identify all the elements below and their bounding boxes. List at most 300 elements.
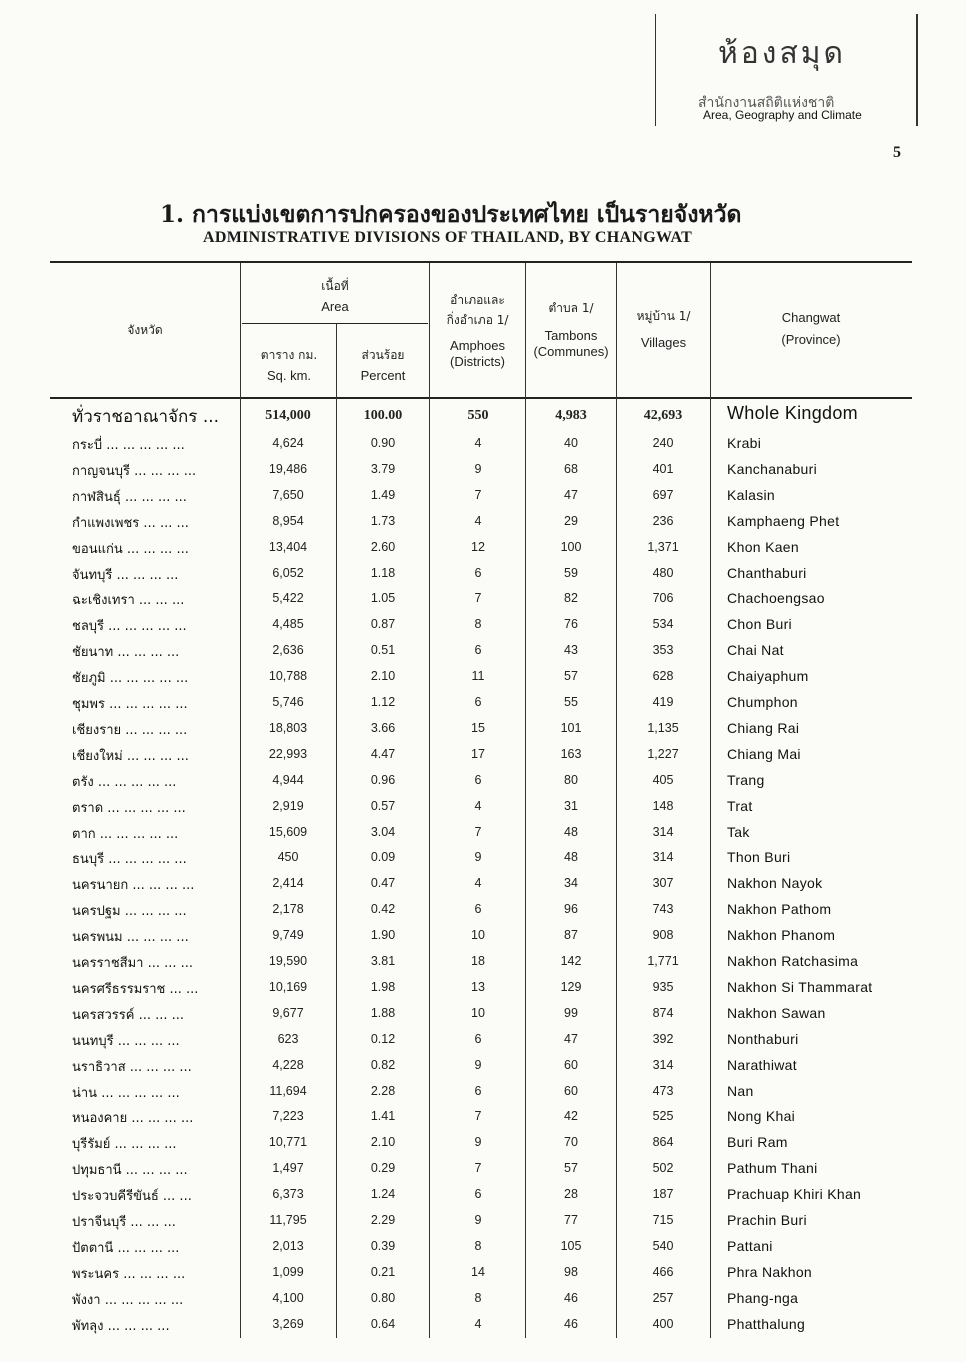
villages-count: 392: [652, 1031, 674, 1046]
changwat-thai: หนองคาย ... ... ... ...: [72, 1111, 194, 1127]
tambons-count: 57: [564, 669, 578, 684]
area-percent: 0.21: [370, 1264, 396, 1279]
area-sqkm: 1,497: [272, 1161, 304, 1176]
area-sqkm: 18,803: [268, 720, 308, 735]
changwat-english: Pattani: [727, 1237, 773, 1254]
area-sqkm: 4,624: [272, 436, 304, 450]
area-sqkm: 7,650: [272, 487, 304, 502]
area-sqkm: 5,422: [272, 591, 304, 606]
header-area-english: Area: [321, 299, 349, 314]
table-row: [0, 535, 966, 561]
villages-count: 401: [652, 461, 674, 476]
area-percent: 0.57: [370, 798, 396, 813]
changwat-english: Kanchanaburi: [727, 460, 817, 477]
total-label-thai: ทั่วราชอาณาจักร ...: [72, 407, 220, 427]
changwat-thai: เชียงราย ... ... ... ...: [72, 722, 188, 738]
area-sqkm: 13,404: [268, 539, 308, 554]
tambons-count: 29: [564, 513, 578, 528]
area-sqkm: 6,052: [272, 565, 304, 580]
amphoes-count: 6: [474, 1031, 482, 1046]
villages-count: 864: [652, 1135, 674, 1150]
area-percent: 3.81: [370, 954, 396, 968]
changwat-thai: ชุมพร ... ... ... ... ...: [72, 697, 188, 712]
villages-count: 314: [652, 1057, 674, 1072]
area-percent: 2.60: [370, 539, 396, 554]
tambons-count: 99: [564, 1005, 578, 1020]
amphoes-count: 18: [471, 954, 485, 968]
table-row: [0, 1234, 966, 1260]
area-sqkm: 4,944: [272, 772, 304, 787]
area-percent: 0.90: [370, 436, 396, 450]
header-sqkm-english: Sq. km.: [266, 368, 312, 383]
villages-count: 715: [652, 1213, 674, 1227]
villages-count: 525: [652, 1109, 674, 1124]
area-sqkm: 623: [277, 1031, 299, 1046]
table-title-thai: 1. การแบ่งเขตการปกครองของประเทศไทย เป็นรายจังหวัด: [160, 201, 742, 228]
total-area: 514,000: [265, 408, 311, 423]
villages-count: 628: [652, 669, 674, 684]
area-sqkm: 19,590: [268, 954, 308, 968]
changwat-thai: กำแพงเพชร ... ... ...: [72, 515, 189, 531]
area-percent: 0.96: [370, 772, 396, 787]
area-sqkm: 22,993: [268, 746, 308, 761]
villages-count: 480: [652, 565, 674, 580]
changwat-english: Kamphaeng Phet: [727, 512, 840, 529]
area-sqkm: 450: [277, 850, 299, 865]
area-sqkm: 10,169: [268, 979, 308, 994]
area-percent: 3.04: [370, 824, 396, 839]
amphoes-count: 4: [474, 436, 482, 450]
area-percent: 0.51: [370, 643, 396, 658]
total-villages: 42,693: [643, 408, 683, 423]
changwat-english: Chiang Rai: [727, 719, 800, 736]
area-percent: 1.18: [370, 565, 396, 580]
villages-count: 743: [652, 902, 674, 917]
changwat-english: Chaiyaphum: [727, 668, 809, 685]
table-row: [0, 586, 966, 612]
header-province-english-2: (Province): [781, 332, 841, 347]
table-row: [0, 612, 966, 638]
changwat-thai: ปราจีนบุรี ... ... ...: [72, 1215, 176, 1230]
table-row: [0, 716, 966, 742]
amphoes-count: 7: [474, 1161, 482, 1176]
area-sqkm: 2,013: [272, 1238, 304, 1253]
tambons-count: 70: [564, 1135, 578, 1150]
area-percent: 1.24: [370, 1187, 396, 1202]
changwat-thai: น่าน ... ... ... ... ...: [72, 1085, 180, 1101]
amphoes-count: 6: [474, 643, 482, 658]
table-row: [0, 768, 966, 794]
table-row: [0, 1312, 966, 1338]
changwat-thai: ปัตตานี ... ... ... ...: [72, 1240, 180, 1256]
villages-count: 540: [652, 1238, 674, 1253]
area-percent: 1.90: [370, 928, 396, 943]
area-sqkm: 2,178: [272, 902, 304, 917]
area-percent: 1.41: [370, 1109, 396, 1124]
changwat-english: Chai Nat: [727, 642, 784, 659]
changwat-thai: ปทุมธานี ... ... ... ...: [72, 1163, 188, 1179]
changwat-thai: ฉะเชิงเทรา ... ... ...: [72, 593, 185, 609]
amphoes-count: 9: [474, 1135, 482, 1150]
area-sqkm: 4,228: [272, 1057, 304, 1072]
tambons-count: 48: [564, 824, 578, 839]
villages-count: 908: [652, 928, 674, 943]
section-heading: Area, Geography and Climate: [703, 108, 862, 122]
changwat-thai: จันทบุรี ... ... ... ...: [72, 567, 179, 583]
changwat-english: Nakhon Ratchasima: [727, 953, 859, 969]
amphoes-count: 6: [474, 1187, 482, 1202]
changwat-english: Nong Khai: [727, 1108, 796, 1125]
changwat-english: Tak: [727, 823, 750, 840]
changwat-thai: นครพนม ... ... ... ...: [72, 930, 189, 946]
villages-count: 1,227: [647, 746, 679, 761]
changwat-thai: ชัยนาท ... ... ... ...: [72, 645, 180, 661]
tambons-count: 60: [564, 1057, 578, 1072]
area-subheader-rule: [242, 323, 428, 324]
changwat-thai: ธนบุรี ... ... ... ... ...: [72, 852, 187, 868]
area-sqkm: 19,486: [268, 461, 308, 476]
changwat-thai: ตรัง ... ... ... ... ...: [72, 774, 177, 790]
amphoes-count: 7: [474, 591, 482, 606]
tambons-count: 31: [564, 798, 578, 813]
area-percent: 1.05: [370, 591, 396, 606]
amphoes-count: 8: [474, 1238, 482, 1253]
changwat-english: Buri Ram: [727, 1134, 788, 1151]
area-percent: 0.39: [370, 1238, 396, 1253]
amphoes-count: 4: [474, 876, 482, 891]
tambons-count: 59: [564, 565, 578, 580]
area-percent: 1.12: [370, 695, 396, 709]
changwat-thai: ประจวบคีรีขันธ์ ... ...: [72, 1189, 192, 1205]
villages-count: 706: [652, 591, 674, 606]
changwat-thai: ขอนแก่น ... ... ... ...: [72, 541, 189, 557]
table-row: [0, 897, 966, 923]
changwat-english: Krabi: [727, 435, 762, 451]
area-sqkm: 5,746: [272, 695, 304, 709]
amphoes-count: 11: [471, 669, 485, 684]
table-row: [0, 923, 966, 949]
tambons-count: 43: [564, 643, 578, 658]
table-row: [0, 1130, 966, 1156]
changwat-thai: นครนายก ... ... ... ...: [72, 878, 195, 894]
header-tambon-english-2: (Communes): [533, 344, 609, 359]
tambons-count: 100: [560, 539, 582, 554]
area-sqkm: 11,795: [269, 1213, 307, 1227]
tambons-count: 142: [560, 954, 582, 968]
table-row: [0, 949, 966, 975]
table-row: [0, 871, 966, 897]
tambons-count: 47: [564, 487, 578, 502]
changwat-thai: ชลบุรี ... ... ... ... ...: [72, 619, 187, 635]
changwat-thai: นครสวรรค์ ... ... ...: [72, 1007, 185, 1023]
amphoes-count: 4: [474, 1316, 482, 1331]
changwat-thai: นครราชสีมา ... ... ...: [72, 956, 194, 971]
tambons-count: 60: [564, 1083, 578, 1098]
villages-count: 466: [652, 1264, 674, 1279]
amphoes-count: 6: [474, 565, 482, 580]
table-row: [0, 1079, 966, 1105]
tambons-count: 87: [564, 928, 578, 943]
stamp-title: ห้องสมุด: [718, 36, 847, 71]
changwat-thai: นครศรีธรรมราช ... ...: [72, 981, 199, 997]
changwat-english: Nakhon Si Thammarat: [727, 978, 873, 995]
tambons-count: 34: [564, 876, 578, 891]
changwat-thai: กระบี่ ... ... ... ... ...: [72, 438, 185, 453]
table-row: [0, 1260, 966, 1286]
header-village-thai: หมู่บ้าน 1/: [636, 309, 691, 323]
page-number: 5: [893, 144, 901, 161]
villages-count: 400: [652, 1316, 674, 1331]
changwat-english: Nan: [727, 1082, 754, 1099]
header-tambon-english-1: Tambons: [544, 328, 598, 343]
table-row: [0, 1053, 966, 1079]
changwat-thai: พระนคร ... ... ... ...: [72, 1266, 186, 1282]
amphoes-count: 7: [474, 1109, 482, 1124]
table-row: [0, 1182, 966, 1208]
area-percent: 0.64: [370, 1316, 396, 1331]
changwat-english: Phatthalung: [727, 1315, 806, 1332]
total-label-english: Whole Kingdom: [727, 403, 858, 423]
area-percent: 2.10: [370, 669, 396, 684]
tambons-count: 57: [564, 1161, 578, 1176]
changwat-thai: กาฬสินธุ์ ... ... ... ...: [72, 489, 187, 505]
changwat-english: Thon Buri: [727, 849, 791, 866]
amphoes-count: 9: [474, 850, 482, 865]
area-percent: 1.98: [370, 979, 396, 994]
changwat-english: Chanthaburi: [727, 564, 807, 581]
villages-count: 1,371: [647, 539, 679, 554]
changwat-english: Phra Nakhon: [727, 1263, 813, 1280]
amphoes-count: 8: [474, 617, 482, 632]
tambons-count: 77: [564, 1213, 578, 1227]
tambons-count: 46: [564, 1316, 578, 1331]
amphoes-count: 9: [474, 461, 482, 476]
area-percent: 0.82: [370, 1057, 396, 1072]
area-percent: 4.47: [370, 746, 396, 761]
area-percent: 0.87: [370, 617, 396, 632]
header-changwat-thai: จังหวัด: [127, 323, 163, 337]
amphoes-count: 6: [474, 772, 482, 787]
changwat-english: Narathiwat: [727, 1056, 797, 1073]
area-sqkm: 8,954: [272, 513, 304, 528]
amphoes-count: 15: [471, 720, 485, 735]
table-row: [0, 794, 966, 820]
header-bottom-rule: [50, 397, 912, 399]
area-sqkm: 2,636: [272, 643, 304, 658]
changwat-english: Chon Buri: [727, 616, 792, 633]
tambons-count: 48: [564, 850, 578, 865]
tambons-count: 55: [564, 695, 578, 709]
tambons-count: 47: [564, 1031, 578, 1046]
table-row: [0, 483, 966, 509]
changwat-thai: ชัยภูมิ ... ... ... ... ...: [72, 671, 189, 687]
tambons-count: 42: [564, 1109, 578, 1124]
stamp-subtitle: สำนักงานสถิติแห่งชาติ: [698, 95, 835, 111]
changwat-english: Trang: [727, 771, 765, 788]
area-sqkm: 15,609: [268, 824, 308, 839]
area-sqkm: 10,771: [268, 1135, 308, 1150]
changwat-thai: ตราด ... ... ... ... ...: [72, 800, 186, 816]
amphoes-count: 17: [471, 746, 485, 761]
area-sqkm: 6,373: [272, 1187, 304, 1202]
header-amphoe-thai-2: กิ่งอำเภอ 1/: [446, 313, 509, 327]
villages-count: 697: [652, 487, 674, 502]
tambons-count: 105: [560, 1238, 582, 1253]
table-row: [0, 561, 966, 587]
table-row: [0, 1104, 966, 1130]
changwat-thai: กาญจนบุรี ... ... ... ...: [72, 463, 197, 479]
villages-count: 240: [652, 436, 674, 450]
villages-count: 502: [652, 1161, 674, 1176]
table-row: [0, 690, 966, 716]
tambons-count: 40: [564, 436, 578, 450]
villages-count: 314: [652, 850, 674, 865]
changwat-thai: นราธิวาส ... ... ... ...: [72, 1059, 192, 1075]
table-row: [0, 1208, 966, 1234]
villages-count: 257: [652, 1290, 674, 1305]
amphoes-count: 7: [474, 824, 482, 839]
tambons-count: 80: [564, 772, 578, 787]
tambons-count: 96: [564, 902, 578, 917]
changwat-english: Pathum Thani: [727, 1160, 818, 1177]
area-sqkm: 1,099: [272, 1264, 304, 1279]
total-tambons: 4,983: [555, 408, 587, 423]
changwat-thai: พัทลุง ... ... ... ...: [72, 1318, 170, 1334]
table-row: [0, 820, 966, 846]
area-percent: 2.10: [370, 1135, 396, 1150]
table-row: [0, 845, 966, 871]
header-sqkm-thai: ตาราง กม.: [260, 348, 318, 362]
tambons-count: 101: [560, 720, 582, 735]
area-sqkm: 2,919: [272, 798, 304, 813]
area-percent: 0.09: [370, 850, 396, 865]
area-sqkm: 11,694: [269, 1083, 307, 1098]
tambons-count: 163: [560, 746, 582, 761]
table-row: [0, 431, 966, 457]
tambons-count: 68: [564, 461, 578, 476]
area-percent: 1.88: [370, 1005, 396, 1020]
changwat-english: Prachuap Khiri Khan: [727, 1186, 862, 1203]
area-percent: 3.79: [370, 461, 396, 476]
area-percent: 2.29: [370, 1213, 396, 1227]
villages-count: 1,771: [647, 954, 679, 968]
header-amphoe-english-2: (Districts): [450, 354, 505, 369]
table-row: [0, 509, 966, 535]
changwat-thai: ตาก ... ... ... ... ...: [72, 826, 179, 842]
header-percent-english: Percent: [360, 368, 406, 383]
header-percent-thai: ส่วนร้อย: [361, 348, 405, 362]
amphoes-count: 9: [474, 1213, 482, 1227]
amphoes-count: 10: [471, 928, 485, 943]
villages-count: 314: [652, 824, 674, 839]
amphoes-count: 9: [474, 1057, 482, 1072]
tambons-count: 46: [564, 1290, 578, 1305]
villages-count: 534: [652, 617, 674, 632]
header-province-english-1: Changwat: [781, 310, 841, 325]
changwat-english: Trat: [727, 797, 753, 814]
changwat-english: Nakhon Phanom: [727, 927, 836, 944]
amphoes-count: 6: [474, 695, 482, 709]
header-village-english: Villages: [640, 335, 687, 350]
villages-count: 405: [652, 772, 674, 787]
tambons-count: 28: [564, 1187, 578, 1202]
villages-count: 187: [652, 1187, 674, 1202]
tambons-count: 76: [564, 617, 578, 632]
changwat-thai: เชียงใหม่ ... ... ... ...: [72, 748, 189, 764]
changwat-english: Chumphon: [727, 694, 798, 710]
header-amphoe-thai-1: อำเภอและ: [450, 293, 505, 307]
area-sqkm: 2,414: [272, 876, 304, 891]
tambons-count: 82: [564, 591, 578, 606]
changwat-english: Nakhon Nayok: [727, 875, 823, 892]
villages-count: 353: [652, 643, 674, 658]
amphoes-count: 13: [471, 979, 485, 994]
amphoes-count: 4: [474, 798, 482, 813]
amphoes-count: 7: [474, 487, 482, 502]
villages-count: 935: [652, 979, 674, 994]
amphoes-count: 10: [471, 1005, 485, 1020]
changwat-english: Nakhon Sawan: [727, 1004, 826, 1021]
amphoes-count: 8: [474, 1290, 482, 1305]
table-row: [0, 1286, 966, 1312]
area-sqkm: 3,269: [272, 1316, 304, 1331]
table-row: [0, 457, 966, 483]
villages-count: 1,135: [647, 720, 679, 735]
changwat-english: Chachoengsao: [727, 590, 825, 607]
area-sqkm: 4,485: [272, 617, 304, 632]
table-row: [0, 742, 966, 768]
changwat-english: Khon Kaen: [727, 538, 799, 555]
area-sqkm: 9,749: [272, 928, 304, 943]
changwat-thai: บุรีรัมย์ ... ... ... ...: [72, 1137, 177, 1153]
tambons-count: 98: [564, 1264, 578, 1279]
villages-count: 419: [652, 695, 674, 709]
area-sqkm: 7,223: [272, 1109, 304, 1124]
tambons-count: 129: [560, 979, 582, 994]
area-percent: 3.66: [370, 720, 396, 735]
amphoes-count: 12: [471, 539, 485, 554]
header-amphoe-english-1: Amphoes: [450, 338, 505, 353]
area-sqkm: 9,677: [272, 1005, 304, 1020]
changwat-english: Phang-nga: [727, 1289, 799, 1306]
table-row: [0, 1027, 966, 1053]
villages-count: 236: [652, 513, 674, 528]
area-percent: 0.12: [370, 1031, 396, 1046]
area-percent: 0.80: [370, 1290, 396, 1305]
villages-count: 473: [652, 1083, 674, 1098]
area-sqkm: 10,788: [268, 669, 308, 684]
total-percent: 100.00: [363, 408, 403, 423]
total-amphoes: 550: [467, 408, 489, 423]
table-row: [0, 1156, 966, 1182]
header-tambon-thai: ตำบล 1/: [548, 301, 594, 315]
villages-count: 307: [652, 876, 674, 891]
amphoes-count: 4: [474, 513, 482, 528]
changwat-thai: พังงา ... ... ... ... ...: [72, 1292, 184, 1308]
villages-count: 148: [652, 798, 674, 813]
area-percent: 0.47: [370, 876, 396, 891]
changwat-english: Nonthaburi: [727, 1030, 799, 1047]
header-area-thai: เนื้อที่: [321, 279, 349, 293]
changwat-english: Nakhon Pathom: [727, 901, 832, 918]
table-title-english: ADMINISTRATIVE DIVISIONS OF THAILAND, BY CHANGWAT: [203, 229, 693, 246]
amphoes-count: 6: [474, 1083, 482, 1098]
table-row: [0, 638, 966, 664]
amphoes-count: 6: [474, 902, 482, 917]
table-row: [0, 664, 966, 690]
area-percent: 0.42: [370, 902, 396, 917]
amphoes-count: 14: [471, 1264, 485, 1279]
